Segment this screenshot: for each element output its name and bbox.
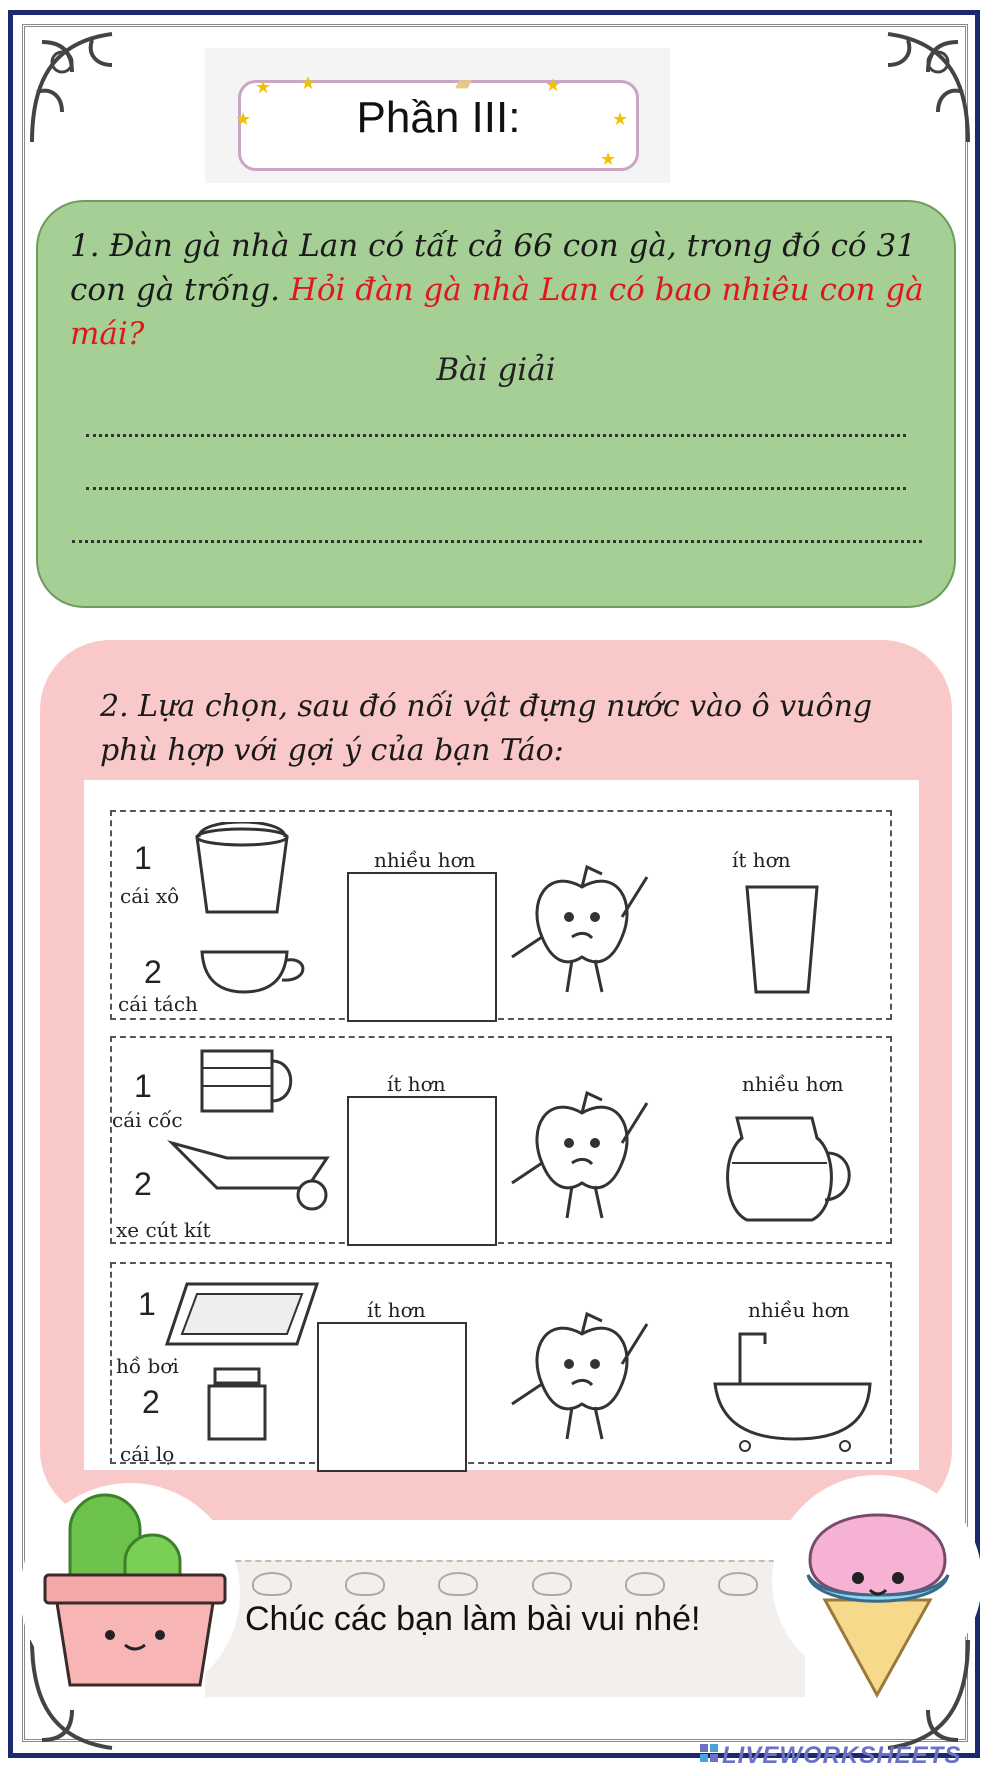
box-hint-label: nhiều hơn: [374, 848, 476, 872]
question-2-text: 2. Lựa chọn, sau đó nối vật đựng nước vào ô vuông phù hợp với gợi ý của bạn Táo:: [100, 689, 873, 768]
glass-icon[interactable]: [742, 882, 822, 997]
box-hint-label: ít hơn: [367, 1298, 426, 1322]
apple-character-icon: [507, 1088, 657, 1228]
mug-icon[interactable]: [197, 1046, 302, 1116]
question-1-statement: 1. Đàn gà nhà Lan có tất cả 66 con gà, trong đó có 31 con gà trống.: [70, 228, 916, 308]
loop-icon: [345, 1572, 385, 1596]
ice-cream-icon: [770, 1470, 985, 1710]
item-label: hồ bơi: [116, 1354, 179, 1378]
pool-icon[interactable]: [162, 1279, 322, 1349]
star-icon: ★: [612, 109, 629, 129]
teacup-icon[interactable]: [197, 942, 317, 997]
answer-drop-box[interactable]: [347, 1096, 497, 1246]
matching-row: [110, 1036, 892, 1244]
apple-character-icon: [507, 862, 657, 1002]
pitcher-icon[interactable]: [717, 1108, 867, 1228]
loop-icon: [438, 1572, 478, 1596]
corner-ornament-icon: [838, 22, 978, 162]
page-title: Phần III:: [356, 93, 521, 142]
item-number: 2: [134, 1166, 152, 1202]
ribbon-loops: [225, 1572, 785, 1600]
right-hint-label: nhiều hơn: [742, 1072, 844, 1096]
loop-icon: [625, 1572, 665, 1596]
star-icon: ★: [600, 149, 617, 169]
item-label: cái lọ: [120, 1442, 175, 1466]
item-number: 1: [134, 840, 152, 876]
closing-message: Chúc các bạn làm bài vui nhé!: [245, 1600, 701, 1638]
question-2-box: [40, 640, 952, 1520]
item-label: cái xô: [120, 884, 180, 908]
loop-icon: [532, 1572, 572, 1596]
star-icon: ★: [300, 73, 317, 93]
loop-icon: [718, 1572, 758, 1596]
bathtub-icon[interactable]: [710, 1324, 880, 1454]
item-number: 2: [144, 954, 162, 990]
loop-icon: [252, 1572, 292, 1596]
question-1-box: [36, 200, 956, 608]
wheelbarrow-icon[interactable]: [167, 1133, 337, 1213]
item-label: cái tách: [118, 992, 198, 1016]
box-hint-label: ít hơn: [387, 1072, 446, 1096]
corner-ornament-icon: [22, 22, 162, 162]
right-hint-label: nhiều hơn: [748, 1298, 850, 1322]
matching-row: [110, 1262, 892, 1464]
star-icon: ★: [235, 109, 252, 129]
item-label: xe cút kít: [116, 1218, 211, 1242]
answer-line[interactable]: [86, 434, 906, 437]
jar-icon[interactable]: [197, 1364, 277, 1444]
question-1-question: Hỏi đàn gà nhà Lan có bao nhiêu con gà mái?: [70, 272, 924, 352]
solution-heading: Bài giải: [436, 352, 556, 388]
star-icon: ★: [255, 77, 272, 97]
matching-panel: [84, 780, 919, 1470]
question-1-text: [70, 224, 930, 356]
item-number: 1: [134, 1068, 152, 1104]
answer-line[interactable]: [72, 540, 922, 543]
answer-drop-box[interactable]: [317, 1322, 467, 1472]
matching-row: [110, 810, 892, 1020]
right-hint-label: ít hơn: [732, 848, 791, 872]
item-number: 1: [138, 1286, 156, 1322]
liveworksheets-logo-icon: [700, 1744, 718, 1764]
apple-character-icon: [507, 1309, 657, 1449]
star-icon: ★: [545, 75, 562, 95]
bucket-icon[interactable]: [187, 822, 297, 917]
title-frame: [238, 77, 639, 171]
item-number: 2: [142, 1384, 160, 1420]
cactus-pot-icon: [15, 1475, 245, 1710]
scroll-icon: ▰: [455, 70, 472, 95]
item-label: cái cốc: [112, 1108, 183, 1132]
answer-line[interactable]: [86, 487, 906, 490]
brand-watermark: LIVEWORKSHEETS: [722, 1742, 962, 1769]
answer-drop-box[interactable]: [347, 872, 497, 1022]
